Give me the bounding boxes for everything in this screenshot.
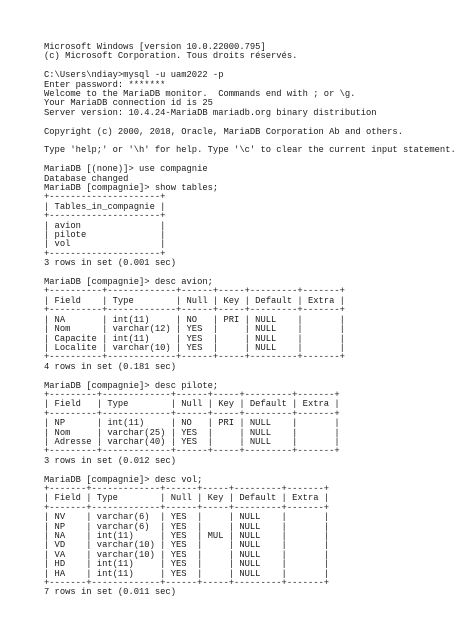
terminal-line: +---------------------+ [44, 248, 166, 259]
terminal-line: +----------+-------------+------+-----+---------+-------+ [44, 305, 345, 316]
terminal-line: | Nom | varchar(12) | YES | | NULL | | [44, 324, 345, 335]
terminal-line: MariaDB [compagnie]> desc pilote; [44, 380, 219, 391]
terminal-line: C:\Users\ndiay>mysql -u uam2022 -p [44, 70, 224, 81]
terminal-line: +----------+-------------+------+-----+---------+-------+ [44, 352, 345, 363]
terminal-line: | pilote | [44, 230, 166, 241]
terminal-line: MariaDB [compagnie]> desc vol; [44, 474, 203, 485]
terminal-line: | vol | [44, 239, 166, 250]
terminal-line: MariaDB [compagnie]> desc avion; [44, 277, 213, 288]
terminal-line: MariaDB [compagnie]> show tables; [44, 183, 219, 194]
terminal-line: | NP | int(11) | NO | PRI | NULL | | [44, 418, 340, 429]
terminal-line: | Nom | varchar(25) | YES | | NULL | | [44, 427, 340, 438]
terminal-output [44, 43, 464, 598]
terminal-line: 4 rows in set (0.181 sec) [44, 361, 176, 372]
terminal-line: +-------+-------------+------+-----+---------+-------+ [44, 502, 330, 513]
terminal-line: | avion | [44, 220, 166, 231]
terminal-line: | Adresse | varchar(40) | YES | | NULL | | [44, 436, 340, 447]
terminal-line: Microsoft Windows [version 10.0.22000.795] [44, 42, 266, 52]
terminal-line: | Field | Type | Null | Key | Default | Extra | [44, 295, 345, 306]
terminal-line: +---------------------+ [44, 211, 166, 222]
terminal-line: Enter password: ******* [44, 79, 166, 90]
terminal-line: | HA | int(11) | YES | | NULL | | [44, 568, 330, 579]
terminal-line: 7 rows in set (0.011 sec) [44, 587, 176, 598]
terminal-line: | Tables_in_compagnie | [44, 201, 166, 212]
terminal-line: +---------+-------------+------+-----+---------+-------+ [44, 389, 340, 400]
terminal-line: | NP | varchar(6) | YES | | NULL | | [44, 521, 330, 532]
terminal-line: | NV | varchar(6) | YES | | NULL | | [44, 512, 330, 523]
terminal-line: | Capacite | int(11) | YES | | NULL | | [44, 333, 345, 344]
terminal-line: | VD | varchar(10) | YES | | NULL | | [44, 540, 330, 551]
terminal-line: +---------+-------------+------+-----+---------+-------+ [44, 408, 340, 419]
terminal-line: MariaDB [(none)]> use compagnie [44, 164, 208, 175]
terminal-line: | NA | int(11) | NO | PRI | NULL | | [44, 314, 345, 325]
terminal-line: Copyright (c) 2000, 2018, Oracle, MariaDB Corporation Ab and others. [44, 126, 403, 137]
terminal-line: +---------------------+ [44, 192, 166, 203]
terminal-line: 3 rows in set (0.012 sec) [44, 455, 176, 466]
terminal-line: | HD | int(11) | YES | | NULL | | [44, 559, 330, 570]
terminal-line: Type 'help;' or '\h' for help. Type '\c' to clear the current input statement. [44, 145, 456, 156]
terminal-line: +---------+-------------+------+-----+---------+-------+ [44, 446, 340, 457]
terminal-line: | Localite | varchar(10) | YES | | NULL | | [44, 342, 345, 353]
terminal-line: | Field | Type | Null | Key | Default | Extra | [44, 493, 330, 504]
terminal-line: Server version: 10.4.24-MariaDB mariadb.org binary distribution [44, 107, 377, 118]
terminal-line: +-------+-------------+------+-----+---------+-------+ [44, 483, 330, 494]
terminal-line: 3 rows in set (0.001 sec) [44, 258, 176, 269]
terminal-line: | VA | varchar(10) | YES | | NULL | | [44, 549, 330, 560]
terminal-line: | Field | Type | Null | Key | Default | Extra | [44, 399, 340, 410]
terminal-line: | NA | int(11) | YES | MUL | NULL | | [44, 531, 330, 542]
terminal-line: Welcome to the MariaDB monitor. Commands end with ; or \g. [44, 89, 356, 100]
terminal-line: +-------+-------------+------+-----+---------+-------+ [44, 578, 330, 589]
terminal-line: Database changed [44, 173, 129, 184]
terminal-line: +----------+-------------+------+-----+---------+-------+ [44, 286, 345, 297]
terminal-line: (c) Microsoft Corporation. Tous droits réservés. [44, 51, 298, 62]
terminal-line: Your MariaDB connection id is 25 [44, 98, 213, 109]
